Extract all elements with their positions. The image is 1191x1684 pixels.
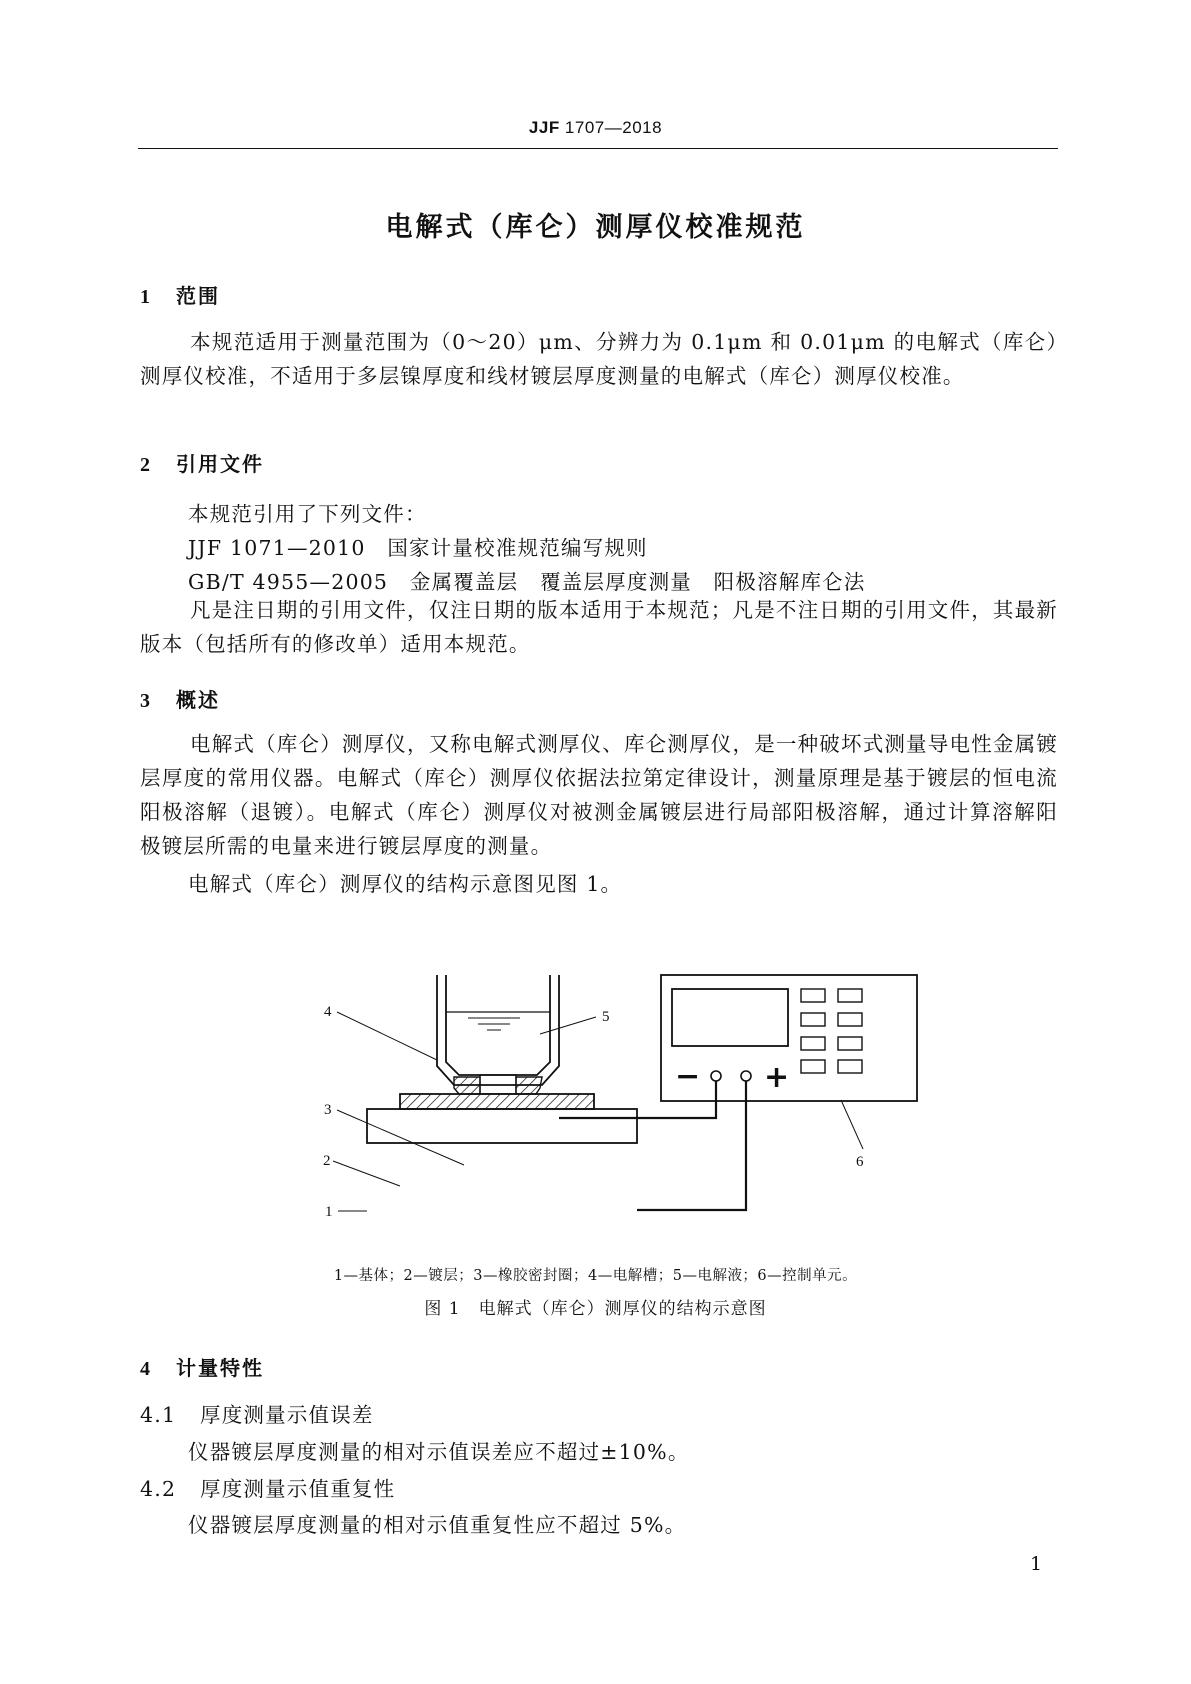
section-1-text: 本规范适用于测量范围为（0～20）μm、分辨力为 0.1μm 和 0.01μm 的电解式（库仑）测厚仪校准，不适用于多层镍厚度和线材镀层厚度测量的电解式（库仑）测厚仪校准。: [140, 330, 1058, 388]
figure-reference: 电解式（库仑）测厚仪的结构示意图见图 1。: [188, 872, 623, 896]
control-unit-keypad: [801, 989, 862, 1073]
reference-gbt-4955: GB/T 4955—2005 金属覆盖层 覆盖层厚度测量 阳极溶解库仑法: [188, 570, 866, 594]
figure-label-4: 4: [324, 1004, 332, 1020]
figure-label-3: 3: [324, 1102, 332, 1118]
subsection-4-1-text: 仪器镀层厚度测量的相对示值误差应不超过±10%。: [188, 1440, 690, 1464]
document-title: 电解式（库仑）测厚仪校准规范: [385, 212, 806, 243]
figure-label-2: 2: [323, 1153, 331, 1169]
subsection-4-1-heading: 4.1 厚度测量示值误差: [140, 1403, 374, 1427]
plating-layer: [400, 1094, 594, 1109]
figure-label-5: 5: [602, 1009, 610, 1025]
document-code: JJF 1707—2018: [528, 118, 663, 137]
section-2-note: 凡是注日期的引用文件，仅注日期的版本适用于本规范；凡是不注日期的引用文件，其最新版本（包括所有的修改单）适用本规范。: [140, 598, 1058, 656]
minus-sign: −: [675, 1059, 701, 1094]
plus-sign: +: [764, 1060, 790, 1095]
page-number: 1: [1030, 1553, 1043, 1575]
section-4-heading: 4 计量特性: [140, 1356, 264, 1380]
reference-jjf-1071: JJF 1071—2010 国家计量校准规范编写规则: [188, 536, 648, 560]
section-3-text: 电解式（库仑）测厚仪，又称电解式测厚仪、库仑测厚仪，是一种破坏式测量导电性金属镀层厚度的常用仪器。电解式（库仑）测厚仪依据法拉第定律设计，测量原理是基于镀层的恒电流阳极溶解（退镀）。电解式（库仑）测厚仪对被测金属镀层进行局部阳极溶解，通过计算溶解阳极镀层所需的电量来进行镀层厚度的测量。: [140, 732, 1058, 858]
rubber-seal-left: [454, 1077, 480, 1094]
positive-terminal: [741, 1071, 751, 1081]
control-unit-display: [672, 989, 788, 1046]
subsection-4-2-text: 仪器镀层厚度测量的相对示值重复性应不超过 5%。: [188, 1513, 687, 1537]
subsection-4-2-heading: 4.2 厚度测量示值重复性: [140, 1477, 396, 1501]
figure-caption: 图 1 电解式（库仑）测厚仪的结构示意图: [424, 1299, 767, 1319]
substrate: [367, 1109, 637, 1143]
section-2-heading: 2 引用文件: [140, 452, 264, 476]
rubber-seal-right: [516, 1077, 542, 1094]
section-2-intro: 本规范引用了下列文件：: [188, 502, 427, 526]
section-1-heading: 1 范围: [140, 284, 220, 308]
figure-label-1: 1: [325, 1204, 333, 1220]
figure-legend: 1—基体；2—镀层；3—橡胶密封圈；4—电解槽；5—电解液；6—控制单元。: [333, 1268, 858, 1284]
negative-terminal: [711, 1071, 721, 1081]
figure-label-6: 6: [856, 1154, 864, 1170]
section-3-heading: 3 概述: [140, 688, 220, 712]
